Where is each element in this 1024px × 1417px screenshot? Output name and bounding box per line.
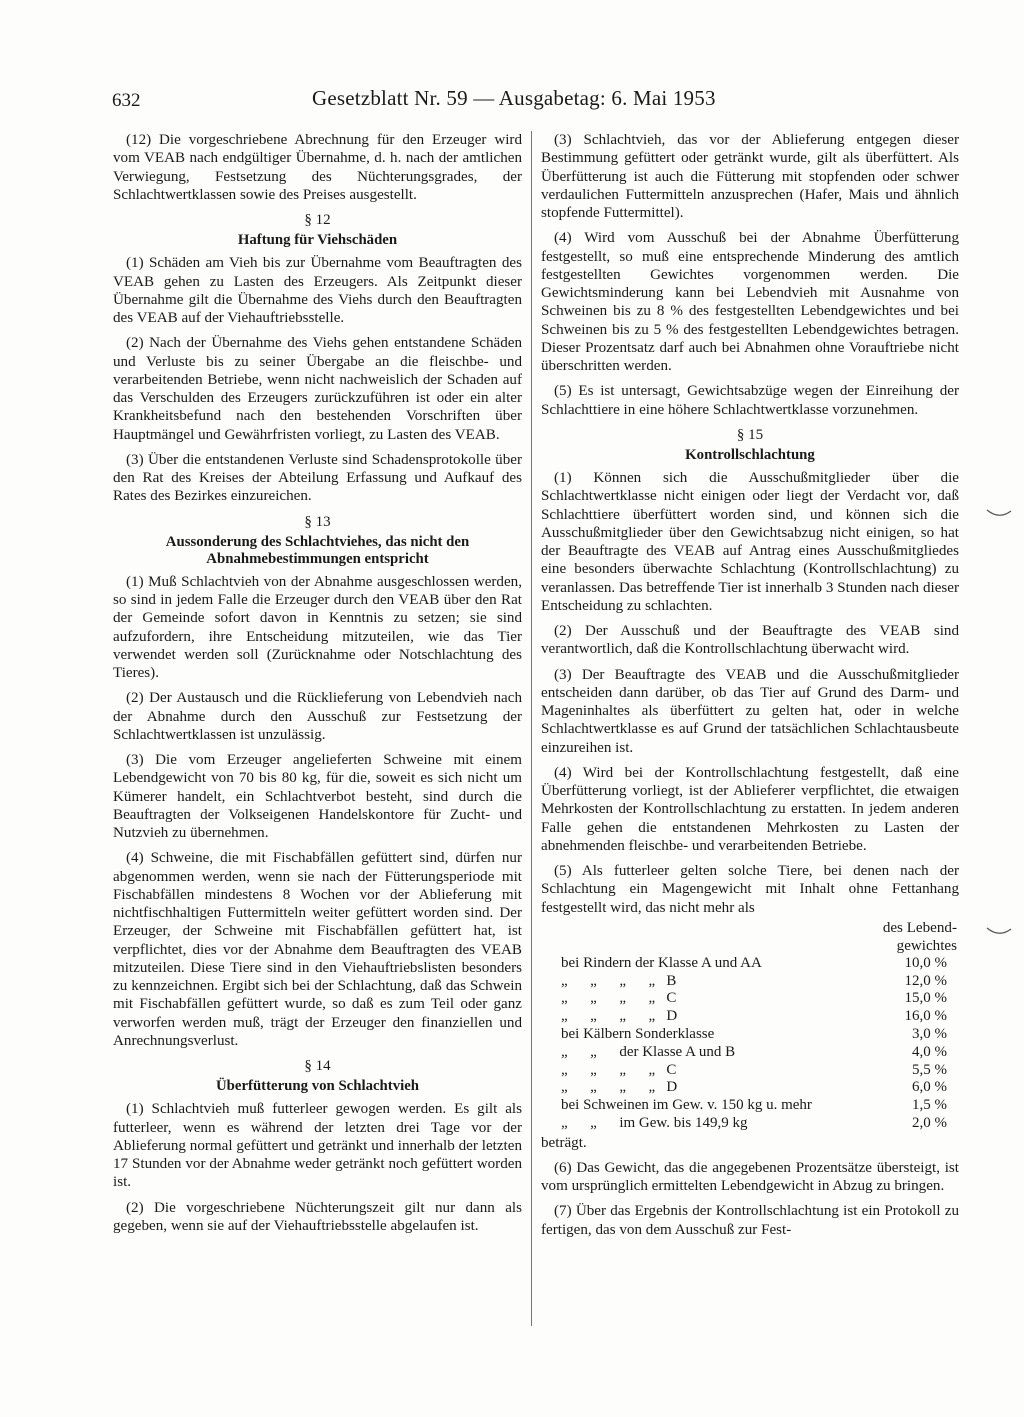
table-row-value: 1,5 %	[912, 1097, 947, 1114]
table-row	[541, 1026, 959, 1044]
page-header	[112, 86, 960, 116]
table-row	[541, 1079, 959, 1097]
paragraph: (1) Muß Schlachtvieh von der Abnahme ausgeschlossen werden, so sind in jedem Falle die Erzeuger durch den VEAB über den Rat der Gemeinde sofort davon in Kenntnis zu setzen; sie sind aufzufordern, ihre Entscheidung mitzuteilen, wie das Tier verwendet werden soll (Zurücknahme oder Notschlachtung des Tieres).	[113, 573, 522, 681]
table-row	[541, 973, 959, 991]
paragraph: (3) Die vom Erzeuger angelieferten Schweine mit einem Lebendgewicht von 70 bis 80 kg, für die, soweit es sich nicht um Kümerer handelt, ein Schlachtverbot besteht, sind durch die Beauftragten der Volkseigenen Handelskontore für Zucht- und Nutzvieh zu übernehmen.	[113, 752, 522, 841]
table-row-label: „ „ im Gew. bis 149,9 kg	[561, 1114, 748, 1131]
table-row-label: bei Schweinen im Gew. v. 150 kg u. mehr	[561, 1097, 812, 1114]
margin-mark	[986, 926, 1012, 936]
paragraph: (1) Können sich die Ausschußmitglieder über die Schlachtwertklasse nicht einigen oder liegt der Verdacht vor, daß Schlachttiere überfüttert worden sind, und können sich die Ausschußmitglieder über den Gewichtsabzug nicht einigen, so hat der Beauftragte des VEAB auf Antrag eines Ausschußmitgliedes eine besonders überwachte Schlachtung (Kontrollschlachtung) zu veranlassen. Das betreffende Tier ist innerhalb 3 Stunden nach dieser Entscheidung zu schlachten.	[541, 470, 959, 614]
section-title: Überfütterung von Schlachtvieh	[215, 1078, 420, 1095]
section-number: § 14	[304, 1058, 331, 1074]
table-row	[541, 1008, 959, 1026]
table-row-label: „ „ „ „ B	[561, 972, 677, 989]
table-row-label: „ „ „ „ C	[561, 990, 677, 1007]
paragraph: (2) Die vorgeschriebene Nüchterungszeit gilt nur dann als gegeben, wenn sie auf der Viehauftriebsstelle abgelaufen ist.	[113, 1199, 522, 1234]
paragraph: (5) Es ist untersagt, Gewichtsabzüge wegen der Einreihung der Schlachttiere in eine höhere Schlachtwertklasse vorzunehmen.	[541, 383, 959, 418]
weight-table-header: des Lebend- gewichtes	[882, 919, 957, 954]
table-row-value: 10,0 %	[904, 954, 947, 971]
paragraph: (7) Über das Ergebnis der Kontrollschlachtung ist ein Protokoll zu fertigen, das von dem Ausschuß zur Fest-	[541, 1203, 959, 1238]
table-row-value: 6,0 %	[912, 1079, 947, 1096]
table-row-value: 15,0 %	[904, 990, 947, 1007]
paragraph: (1) Schlachtvieh muß futterleer gewogen werden. Es gilt als futterleer, wenn es während der letzten drei Tage vor der Ablieferung normal gefüttert und getränkt und innerhalb der letzten 17 Stunden vor der Abnahme weder getränkt noch gefüttert worden ist.	[113, 1101, 522, 1191]
paragraph: (2) Der Ausschuß und der Beauftragte des VEAB sind verantwortlich, daß die Kontrollschlachtung überwacht wird.	[541, 623, 959, 658]
paragraph: (12) Die vorgeschriebene Abrechnung für den Erzeuger wird vom VEAB nach endgültiger Übernahme, d. h. nach der amtlichen Verwiegung, Festsetzung des Nüchterungsgrades, der Schlachtwertklassen sowie des Preises ausgestellt.	[113, 132, 522, 203]
paragraph: (5) Als futterleer gelten solche Tiere, bei denen nach der Schlachtung ein Magengewicht mit Inhalt ohne Fettanhang festgestellt wird, das nicht mehr als	[541, 863, 959, 916]
section-number: § 15	[736, 426, 764, 443]
table-row	[541, 955, 959, 973]
paragraph: (3) Schlachtvieh, das vor der Ablieferung entgegen dieser Bestimmung gefüttert oder getränkt wurde, gilt als überfüttert. Als Überfütterung ist auch die Fütterung mit stopfenden oder schwer verdaulichen Futtermitteln anzusprechen (Hafer, Mais und ähnlich stopfende Futtermittel).	[541, 132, 959, 221]
table-row	[541, 1097, 959, 1115]
right-column	[541, 131, 959, 1246]
paragraph: (1) Schäden am Vieh bis zur Übernahme vom Beauftragten des VEAB gehen zu Lasten des Erzeugers. Als Zeitpunkt dieser Übernahme gilt die Übernahme des Viehs durch den Beauftragten des VEAB auf der Viehauftriebsstelle.	[113, 255, 522, 326]
column-divider	[531, 131, 532, 1326]
table-row-label: „ „ „ „ D	[561, 1079, 678, 1096]
table-row-value: 12,0 %	[904, 972, 947, 989]
paragraph: (3) Über die entstandenen Verluste sind Schadensprotokolle über den Rat des Kreises der Abteilung Erfassung und Aufkauf des Rates des Bezirkes einzureichen.	[113, 451, 522, 505]
table-row-label: „ „ der Klasse A und B	[561, 1043, 736, 1060]
table-row-label: bei Kälbern Sonderklasse	[561, 1025, 715, 1042]
table-row	[541, 1062, 959, 1080]
paragraph: (2) Nach der Übernahme des Viehs gehen entstandene Schäden und Verluste bis zu seiner Übergabe an die fleischbe- und verarbeitenden Betriebe, wenn nicht nachweislich der Schaden auf das Verschulden des Erzeugers zurückzuführen ist oder ein alter Krankheitsbefund nach den bestehenden Vorschriften über Hauptmängel und Gewährfristen vorliegt, zu Lasten des VEAB.	[113, 335, 522, 443]
table-row	[541, 1115, 959, 1133]
table-row-label: bei Rindern der Klasse A und AA	[561, 954, 762, 971]
table-row-value: 5,5 %	[912, 1061, 947, 1078]
table-row-label: „ „ „ „ C	[561, 1061, 677, 1078]
paragraph: (4) Wird vom Ausschuß bei der Abnahme Überfütterung festgestellt, so muß eine entsprechende Minderung des amtlich festgestellten Gewichtes vorgenommen werden. Die Gewichtsminderung kann bei Lebendvieh mit Ausnahme von Schweinen bis zu 8 % des festgestellten Lebendgewichtes und bei Schweinen bis zu 5 % des festgestellten Lebendgewichtes betragen. Dieser Prozentsatz darf auch bei Abnahmen ohne Vorauftriebe nicht überschritten werden.	[541, 230, 959, 374]
table-row-label: „ „ „ „ D	[561, 1008, 678, 1025]
table-row-value: 4,0 %	[912, 1043, 947, 1060]
table-row-value: 16,0 %	[904, 1008, 947, 1025]
section-title: Aussonderung des Schlachtviehes, das nicht den Abnahmebestimmungen entspricht	[165, 533, 470, 567]
section-number: § 13	[304, 513, 331, 530]
section-title: Kontrollschlachtung	[685, 447, 815, 463]
header-title: Gesetzblatt Nr. 59 — Ausgabetag: 6. Mai 1953	[312, 86, 716, 110]
paragraph: (3) Der Beauftragte des VEAB und die Ausschußmitglieder entscheiden dann darüber, ob das Tier auf Grund des Darm- und Mageninhaltes als überfüttert zu gelten hat, oder in welche Schlachtwertklasse es auf Grund der tatsächlichen Schlachtausbeute einzureihen ist.	[541, 666, 959, 756]
table-row	[541, 1044, 959, 1062]
section-number: § 12	[304, 212, 331, 228]
paragraph: (4) Wird bei der Kontrollschlachtung festgestellt, daß eine Überfütterung vorliegt, ist der Ablieferer verpflichtet, die etwaigen Mehrkosten der Kontrollschlachtung zu erstatten. In jedem anderen Falle gehen die entstandenen Mehrkosten zu Lasten der abnehmenden fleischbe- und verarbeitenden Betriebe.	[541, 764, 959, 854]
table-row-value: 2,0 %	[912, 1114, 947, 1131]
margin-mark	[986, 508, 1012, 518]
paragraph: (4) Schweine, die mit Fischabfällen gefüttert sind, dürfen nur abgenommen werden, wenn sie nach der Fütterungsperiode mit Fischabfällen mindestens 8 Wochen vor der Ablieferung mit nichtfischhaltigen Futtermitteln weiter gefüttert worden sind. Der Erzeuger, der Schweine mit Fischabfällen gefüttert hat, ist verpflichtet, dies vor der Abnahme dem Beauftragten des VEAB mitzuteilen. Diese Tiere sind in den Viehauftriebslisten besonders zu kennzeichnen. Ergibt sich bei der Schlachtung, daß das Schwein mit Fischabfällen gefüttert wurde, so daß es zum Teil oder ganz verworfen werden muß, trägt der Erzeuger den finanziellen und Anrechnungsverlust.	[113, 850, 522, 1049]
paragraph: (6) Das Gewicht, das die angegebenen Prozentsätze übersteigt, ist vom ursprünglich ermittelten Lebendgewicht in Abzug zu bringen.	[541, 1159, 959, 1195]
table-row-value: 3,0 %	[912, 1025, 947, 1042]
table-row	[541, 990, 959, 1008]
weight-table	[541, 955, 959, 1133]
paragraph: (2) Der Austausch und die Rücklieferung von Lebendvieh nach der Abnahme durch den Ausschuß zur Festsetzung der Schlachtwertklassen ist unzulässig.	[113, 690, 522, 743]
section-title: Haftung für Viehschäden	[237, 232, 398, 249]
table-closing: beträgt.	[541, 1134, 587, 1151]
page-number: 632	[112, 90, 141, 111]
left-column	[113, 131, 522, 1242]
